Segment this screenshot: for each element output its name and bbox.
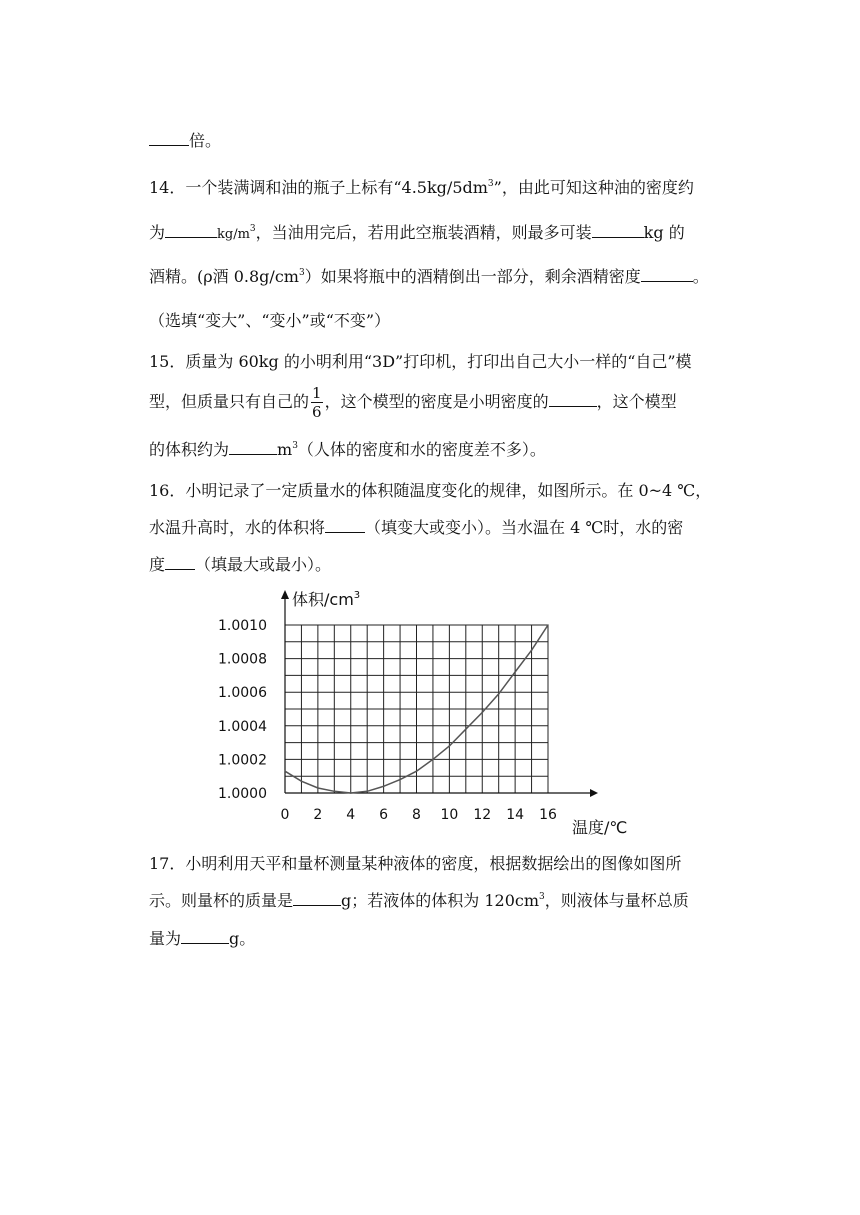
q14-line-1: 14．一个装满调和油的瓶子上标有“$4.5kg/5dm^3$”，由此可知这种油的密度约	[149, 178, 694, 197]
answer-blank[interactable]	[165, 555, 195, 570]
y-axis-arrow	[281, 590, 289, 599]
chart-grid	[285, 625, 548, 793]
answer-blank[interactable]	[549, 392, 597, 407]
q16-line-1: 16．小明记录了一定质量水的体积随温度变化的规律，如图所示。在 0~4 ℃，	[149, 481, 712, 500]
x-tick-label: 16	[539, 807, 557, 823]
data-point	[334, 791, 336, 793]
chart-axes	[281, 590, 598, 797]
answer-blank[interactable]	[592, 223, 644, 238]
data-point	[514, 671, 516, 673]
answer-blank[interactable]	[181, 929, 229, 944]
x-tick-label: 2	[313, 807, 323, 823]
x-tick-label: 12	[473, 807, 492, 823]
chart-ticks	[218, 618, 557, 823]
y-tick-label: 1.0000	[218, 786, 267, 802]
answer-blank[interactable]	[149, 131, 189, 146]
data-point	[350, 792, 352, 794]
data-point	[547, 624, 549, 626]
data-point	[449, 745, 451, 747]
x-axis-arrow	[590, 789, 598, 797]
q15-line-3: 的体积约为 $m^3$（人体的密度和水的密度差不多）。	[149, 440, 546, 459]
q16-line-2: 水温升高时，水的体积将 （填变大或变小）。当水温在 4 ℃时，水的密	[149, 518, 684, 537]
y-tick-label: 1.0004	[218, 718, 267, 735]
q14-line-3: 酒精。(ρ酒 $0.8g/cm^3$）如果将瓶中的酒精倒出一部分，剩余酒精密度 。	[149, 267, 709, 286]
x-tick-label: 14	[506, 807, 525, 823]
data-point	[399, 779, 401, 781]
data-point	[531, 649, 533, 651]
x-tick-label: 10	[440, 807, 459, 823]
q17-line-1: 17．小明利用天平和量杯测量某种液体的密度，根据数据绘出的图像如图所	[149, 854, 682, 873]
fraction: $\frac{1}{6}$	[312, 384, 322, 421]
answer-blank[interactable]	[293, 891, 341, 906]
volume-temperature-chart	[210, 585, 650, 845]
q14-line-2: 为 $kg/m^3$，当油用完后，若用此空瓶装酒精，则最多可装 kg 的	[149, 223, 685, 242]
data-point	[498, 693, 500, 695]
q15-line-1: 15．质量为 60kg 的小明利用“3D”打印机，打印出自己大小一样的“自己”模	[149, 352, 692, 371]
data-point	[317, 787, 319, 789]
y-tick-label: 1.0010	[218, 618, 267, 634]
data-point	[416, 770, 418, 772]
y-tick-label: 1.0002	[218, 752, 267, 769]
x-tick-label: 4	[346, 807, 356, 823]
x-tick-label: 8	[412, 807, 421, 823]
data-point	[284, 770, 286, 772]
data-point	[383, 785, 385, 787]
data-point	[465, 728, 467, 730]
y-tick-label: 1.0008	[218, 651, 267, 668]
data-point	[366, 791, 368, 793]
x-axis-label: 温度/℃	[572, 818, 628, 837]
y-tick-label: 1.0006	[218, 685, 267, 702]
answer-blank[interactable]	[165, 223, 217, 238]
q16-line-3: 度 （填最大或最小）。	[149, 555, 332, 574]
answer-blank[interactable]	[325, 518, 365, 533]
q17-line-2: 示。则量杯的质量是 g；若液体的体积为 $120cm^3$，则液体与量杯总质	[149, 891, 689, 910]
data-point	[301, 780, 303, 782]
data-point	[432, 759, 434, 761]
q15-line-2: 型，但质量只有自己的 $\frac{1}{6}$ ，这个模型的密度是小明密度的 ，这个模型	[149, 384, 677, 421]
q13-tail: 倍。	[149, 128, 221, 151]
answer-blank[interactable]	[229, 440, 277, 455]
y-axis-label: 体积$/cm^3$	[292, 590, 361, 609]
x-tick-label: 0	[280, 807, 290, 823]
x-tick-label: 6	[379, 807, 389, 823]
answer-blank[interactable]	[641, 267, 693, 282]
data-point	[481, 712, 483, 714]
q17-line-3: 量为 g。	[149, 929, 256, 948]
q14-line-4: （选填“变大”、“变小”或“不变”）	[149, 311, 391, 330]
